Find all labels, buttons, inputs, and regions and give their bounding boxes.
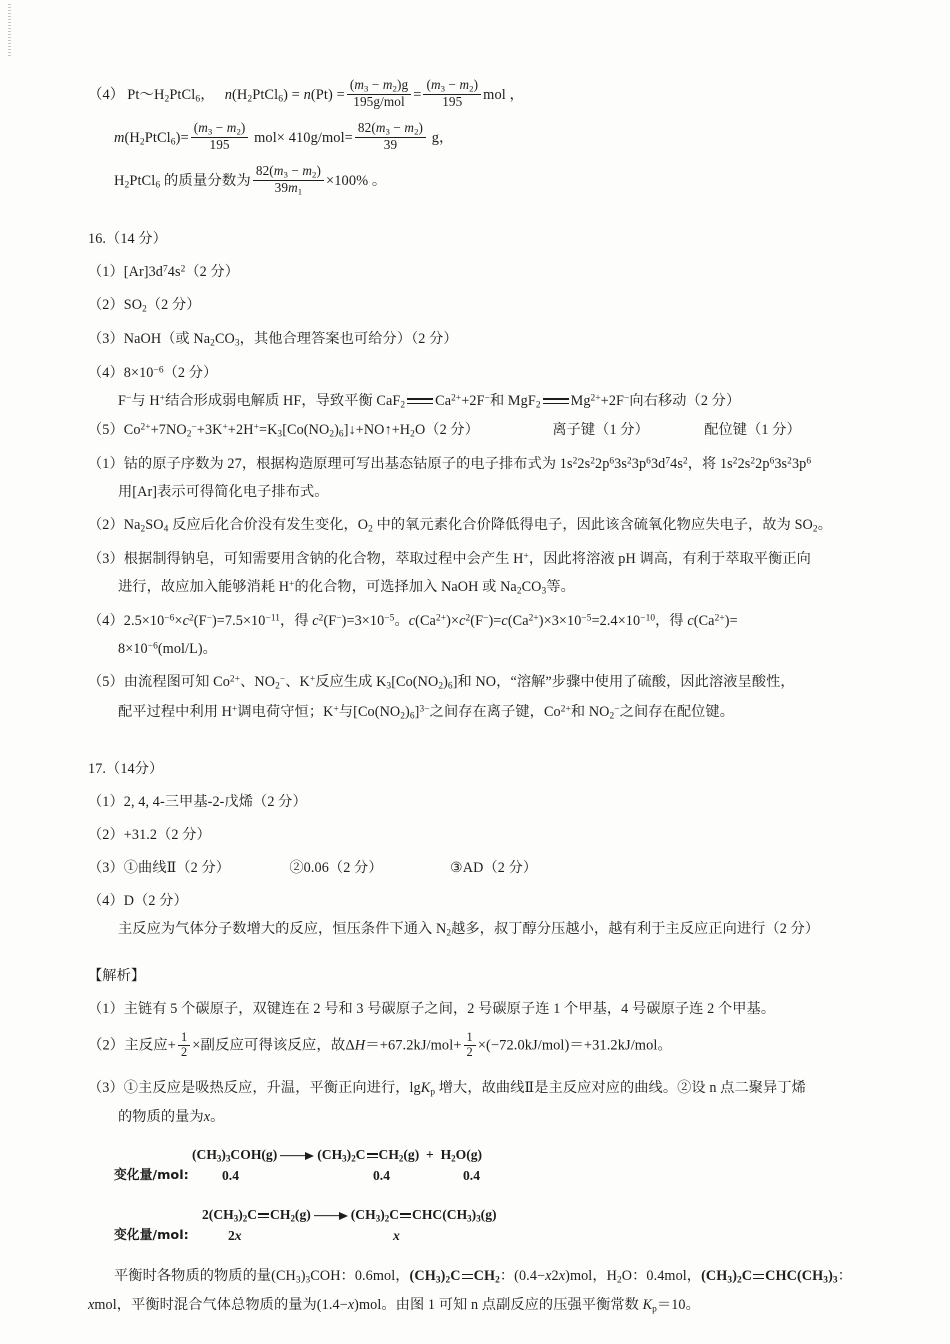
q17-answer-2: （2）+31.2（2 分）	[88, 826, 211, 843]
reaction-2-product: $(CH_3)_2C$ $CHC(CH_3)_3(g)$	[350, 1206, 497, 1224]
q15-frac3-numerator: $(m_3 - m_2)$	[193, 120, 246, 137]
q15-fraction-3	[191, 121, 249, 153]
q17-answer-3-row	[88, 857, 878, 879]
q17-explain-3-line-4: xmol，平衡时混合气体总物质的量为(1.4−x)mol。由图 1 可知 n 点副反应的压强平衡常数 $K_p=10$。	[88, 1296, 700, 1315]
reaction-2-reactant: $2(CH_3)_2C$ $CH_2(g)$	[202, 1206, 311, 1224]
q17-heading: 17.（14分）	[88, 760, 164, 777]
reaction-2-delta-label: 变化量/mol:	[114, 1227, 189, 1243]
reaction-2-value-1: 2x	[228, 1227, 242, 1243]
q15-equals: =	[413, 86, 422, 103]
reaction-1-delta-row	[88, 1166, 878, 1188]
q15-line1-tail: mol ，	[483, 86, 525, 103]
q15-n-expression: $n(H_2PtCl_6) = n(Pt)$ =	[224, 86, 345, 105]
q15-fraction-1	[347, 78, 411, 110]
q16-answer-3: （3）NaOH（或 $Na_2CO_3$，其他合理答案也可给分）（2 分）	[88, 330, 458, 349]
reaction-1-product-2: + $H_2O(g)$	[419, 1146, 483, 1164]
q15-line-1	[88, 78, 878, 110]
q15-m-expression: $m(H_2PtCl_6)=$	[114, 129, 189, 148]
reaction-arrow-icon	[314, 1209, 348, 1223]
q17-explain-3-line-1: （3）①主反应是吸热反应，升温，平衡正向进行，lgK$_p$ 增大，故曲线Ⅱ是主反应对应的曲线。②设 n 点二聚异丁烯	[88, 1079, 806, 1098]
question-17-block	[88, 758, 878, 1317]
equilibrium-arrow-icon	[407, 396, 433, 408]
q17-frac1-numerator: 1	[180, 1029, 188, 1044]
scan-edge-artifact	[8, 4, 11, 56]
q17-answer-3-part3: ③AD（2 分）	[449, 859, 538, 876]
reaction-1-value-2: 0.4	[373, 1167, 390, 1183]
q15-frac3-denominator: 195	[191, 137, 249, 153]
reaction-1-value-1: 0.4	[222, 1167, 239, 1183]
q16-explain-4-line-1: $(4)2.5\times 10^{-6}\times c^2(F^-)=7.5\times 10^{-11}$，得 $c^2(F^-)=3\times 10^{-5}$。$c(Ca^{2+})\times c^2(F^-)=c(Ca^{2+})\times 3\times 10^{-5}=2.4\times 10^{-10}$，得 $c(Ca^{2+})=$	[88, 613, 738, 630]
q16-explain-2: $(2)Na_2SO_4$ 反应后化合价没有发生变化，$O_2$ 中的氧元素化合价降低得电子，因此该含硫氧化物应失电子，故为 $SO_2$。	[88, 517, 832, 535]
q16-answer-4: $(4)8\times 10^{-6}(2$ 分）	[88, 364, 218, 381]
double-bond-icon	[753, 1271, 764, 1282]
double-bond-icon	[400, 1210, 411, 1221]
q15-fraction-4	[355, 121, 426, 153]
reaction-1-value-3: 0.4	[463, 1167, 480, 1183]
q17-answer-4-note: 主反应为气体分子数增大的反应，恒压条件下通入 $N_2$越多，叔丁醇分压越小，越有利于主反应正向进行（2 分）	[118, 920, 820, 939]
q17-explain-3-line-2: 的物质的量为x。	[118, 1108, 225, 1125]
double-bond-icon	[258, 1210, 269, 1221]
q15-item-label: （4）	[88, 86, 125, 103]
equilibrium-arrow-icon	[543, 396, 569, 408]
q15-frac5-denominator: $39m_1$	[253, 180, 324, 197]
q17-explain-2	[88, 1031, 878, 1060]
question-15-part4	[88, 78, 878, 198]
q15-line3-tail: ×100% 。	[326, 172, 387, 189]
reaction-block-2	[88, 1205, 878, 1248]
q15-frac4-numerator: $82(m_3 - m_2)$	[357, 120, 424, 137]
q17-frac2-denominator: 2	[464, 1045, 476, 1060]
q16-bond-tag-ionic: 离子键（1 分）	[552, 422, 649, 439]
q16-explain-4-line-2: $8\times 10^{-6}(mol/L)$。	[118, 641, 217, 658]
q16-answer-2: $(2)SO_2(2$ 分）	[88, 296, 201, 315]
q17-fraction-half-2	[464, 1031, 476, 1060]
q16-explain-3-line-1: （3）根据制得钠皂，可知需要用含钠的化合物，萃取过程中会产生 H+，因此将溶液 pH 调高，有利于萃取平衡正向	[88, 551, 811, 568]
q16-answer-5: $(5)Co^{2+}+7NO_2^-+3K^++2H^+=K_3[Co(NO_2)_6]↓+NO↑+H_2O(2$ 分）	[88, 422, 479, 440]
q17-frac2-numerator: 1	[466, 1029, 473, 1044]
q15-frac5-numerator: $82(m_3 - m_2)$	[255, 163, 322, 180]
q16-bond-tag-coordinate: 配位键（1 分）	[704, 422, 801, 439]
q16-explain-3-line-2: 进行，故应加入能够消耗 H+的化合物，可选择加入 NaOH 或 $Na_2CO_3$等。	[118, 579, 575, 597]
q17-answer-1: （1）2, 4, 4-三甲基-2-戊烯（2 分）	[88, 793, 307, 810]
q15-frac2-denominator: 195	[423, 94, 481, 110]
q17-explain-2-lead: （2）主反应+	[88, 1037, 176, 1054]
q16-answer-5-row	[88, 419, 878, 442]
q15-fraction-2	[423, 78, 481, 110]
q15-fraction-5	[253, 164, 324, 197]
q17-explain-2-tail: ×(−72.0kJ/mol)＝+31.2kJ/mol。	[477, 1037, 672, 1054]
q15-frac2-numerator: $(m_3 - m_2)$	[426, 77, 479, 94]
q16-explain-5-line-2: 配平过程中利用 H+调电荷守恒；K+与$[Co(NO_2)_6]^{3-}$之间存在离子键，$Co^{2+}$和 $NO_2^-$之间存在配位键。	[118, 703, 735, 722]
q15-line-2	[88, 121, 878, 153]
double-bond-icon	[462, 1271, 473, 1282]
q16-answer-4-note: F−与 H+结合形成弱电解质 HF，导致平衡 CaF$_2$ $Ca^{2+}+2F^-$和 MgF$_2$ $Mg^{2+}+2F^-$向右移动（2 分）	[118, 392, 741, 411]
question-16-block	[88, 228, 878, 724]
q16-explain-5-line-1: （5）由流程图可知 $Co^{2+}$、$NO_2^-$、K+反应生成 $K_3[Co(NO_2)_6]$和 NO，“溶解”步骤中使用了硫酸，因此溶液呈酸性，	[88, 674, 795, 693]
reaction-1-reactant: $(CH_3)_3COH(g)$	[192, 1146, 278, 1164]
q15-line2-mid: mol× 410g/mol=	[250, 129, 353, 146]
q17-explain-2-mid: ×副反应可得该反应，故ΔH＝+67.2kJ/mol+	[192, 1037, 462, 1054]
reaction-2-value-2: x	[393, 1227, 400, 1243]
double-bond-icon	[367, 1150, 378, 1161]
q17-answer-3-part1: （3）①曲线Ⅱ（2 分）	[88, 859, 231, 876]
q15-frac4-denominator: 39	[355, 137, 426, 153]
reaction-2-equation	[88, 1205, 878, 1226]
reaction-arrow-icon	[280, 1149, 314, 1163]
q17-analysis-heading: 【解析】	[88, 967, 146, 984]
q16-explain-1-line-2: 用[Ar]表示可得简化电子排布式。	[118, 484, 329, 501]
q16-answer-1: $(1)[Ar]3d^74s^2(2$ 分）	[88, 263, 240, 280]
q16-heading: 16.（14 分）	[88, 230, 167, 247]
reaction-1-product-1: $(CH_3)_2C$ $CH_2(g)$	[317, 1146, 420, 1164]
q17-explain-1: （1）主链有 5 个碳原子，双键连在 2 号和 3 号碳原子之间，2 号碳原子连 1 个甲基，4 号碳原子连 2 个甲基。	[88, 1000, 776, 1017]
reaction-1-equation	[88, 1145, 878, 1166]
q15-relation: $Pt\sim H_2PtCl_6$，	[127, 86, 215, 105]
reaction-2-delta-row	[88, 1226, 878, 1248]
q17-fraction-half-1	[178, 1031, 190, 1060]
q17-explain-3-line-3: 平衡时各物质的物质的量$(CH_3)_3COH$：0.6mol，$(CH_3)_2C$ $CH_2$：(0.4−x2x)mol，$H_2O$：0.4mol，$(CH_3)_2C$ $CHC(CH_3)_3$：	[114, 1267, 852, 1286]
q15-frac1-denominator: 195g/mol	[347, 94, 411, 110]
q15-line2-tail: g，	[428, 129, 454, 146]
q17-answer-4: （4）D（2 分）	[88, 892, 188, 909]
q16-explain-1-line-1: （1）钴的原子序数为 27，根据构造原理可写出基态钴原子的电子排布式为 $1s^22s^22p^63s^23p^63d^74s^2$，将 $1s^22s^22p^63s^23p^6$	[88, 456, 812, 473]
reaction-block-1	[88, 1145, 878, 1188]
q17-frac1-denominator: 2	[178, 1045, 190, 1060]
q17-answer-3-part2: ②0.06（2 分）	[289, 859, 383, 876]
q15-mass-fraction-label: $H_2PtCl_6$ 的质量分数为	[114, 172, 251, 191]
q15-frac1-numerator: $(m_3 - m_2)g$	[349, 77, 409, 94]
document-body	[88, 0, 878, 1317]
reaction-1-delta-label: 变化量/mol:	[114, 1167, 189, 1183]
q15-line-3	[88, 164, 878, 197]
